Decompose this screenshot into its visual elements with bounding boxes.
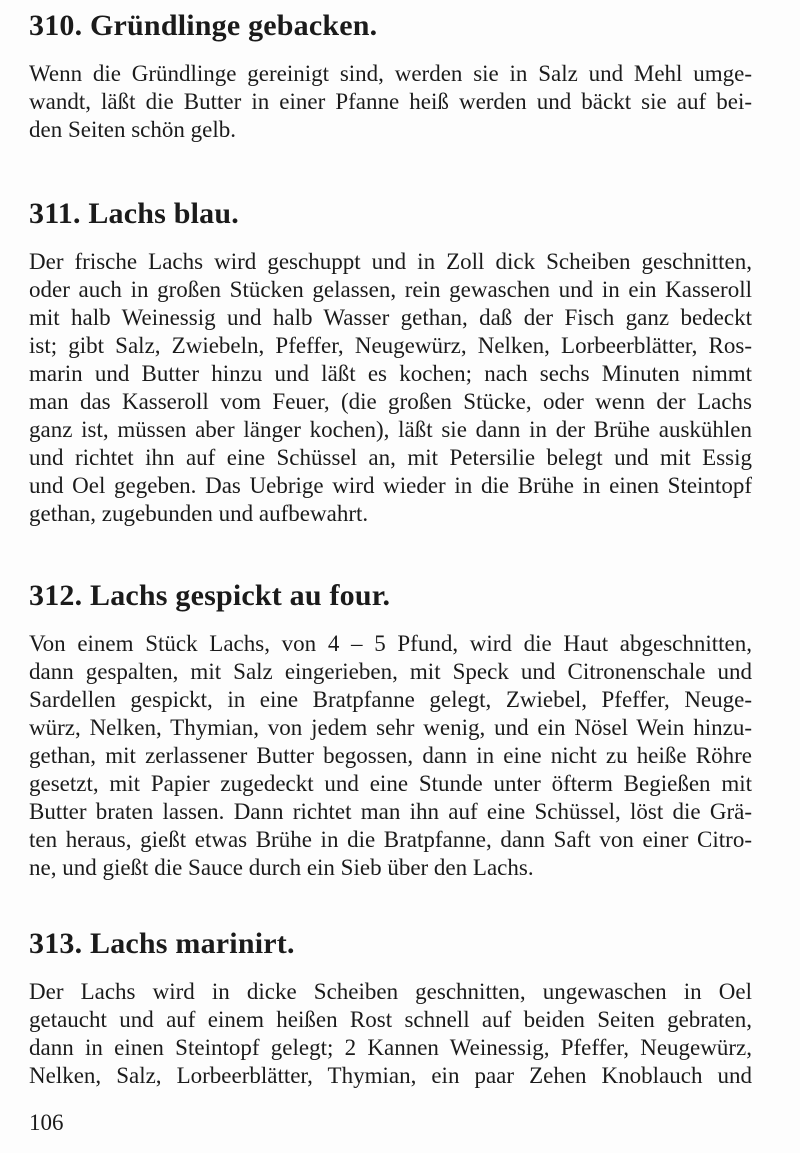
text-line: ganz ist, müssen aber länger kochen), läßt sie dann in der Brühe auskühlen <box>29 417 752 442</box>
recipe-heading: 313. Lachs marinirt. <box>29 927 295 960</box>
text-line: mit halb Weinessig und halb Wasser gethan, daß der Fisch ganz bedeckt <box>29 305 752 330</box>
text-line: den Seiten schön gelb. <box>29 117 236 142</box>
text-line: gethan, zugebunden und aufbewahrt. <box>29 501 369 526</box>
text-line: Butter braten lassen. Dann richtet man ihn auf eine Schüssel, löst die Grä- <box>29 799 752 824</box>
text-line: ist; gibt Salz, Zwiebeln, Pfeffer, Neugewürz, Nelken, Lorbeerblätter, Ros- <box>29 333 752 358</box>
recipe-paragraph <box>29 630 752 882</box>
text-line: Wenn die Gründlinge gereinigt sind, werden sie in Salz und Mehl umge- <box>29 61 752 86</box>
text-line: Sardellen gespickt, in eine Bratpfanne gelegt, Zwiebel, Pfeffer, Neuge- <box>29 687 752 712</box>
text-line: und richtet ihn auf eine Schüssel an, mit Petersilie belegt und mit Essig <box>29 445 752 470</box>
text-line: man das Kasseroll vom Feuer, (die großen Stücke, oder wenn der Lachs <box>29 389 752 414</box>
text-line: Von einem Stück Lachs, von 4 – 5 Pfund, wird die Haut abgeschnitten, <box>29 631 752 656</box>
recipe-heading: 310. Gründlinge gebacken. <box>29 9 378 42</box>
text-line: ne, und gießt die Sauce durch ein Sieb über den Lachs. <box>29 855 534 880</box>
text-line: und Oel gegeben. Das Uebrige wird wieder in die Brühe in einen Steintopf <box>29 473 752 498</box>
recipe-section-313 <box>29 928 752 1090</box>
text-line: Der Lachs wird in dicke Scheiben geschnitten, ungewaschen in Oel <box>29 979 752 1004</box>
text-line: marin und Butter hinzu und läßt es kochen; nach sechs Minuten nimmt <box>29 361 752 386</box>
text-line: dann gespalten, mit Salz eingerieben, mit Speck und Citronenschale und <box>29 659 752 684</box>
text-line: wandt, läßt die Butter in einer Pfanne heiß werden und bäckt sie auf bei- <box>29 89 752 114</box>
recipe-paragraph <box>29 248 752 528</box>
text-line: Der frische Lachs wird geschuppt und in Zoll dick Scheiben geschnitten, <box>29 249 752 274</box>
text-line: Nelken, Salz, Lorbeerblätter, Thymian, ein paar Zehen Knoblauch und <box>29 1063 752 1088</box>
recipe-section-311 <box>29 198 752 528</box>
recipe-section-310 <box>29 10 752 144</box>
text-line: oder auch in großen Stücken gelassen, rein gewaschen und in ein Kasseroll <box>29 277 752 302</box>
text-line: ten heraus, gießt etwas Brühe in die Bratpfanne, dann Saft von einer Citro- <box>29 827 752 852</box>
text-line: gesetzt, mit Papier zugedeckt und eine Stunde unter öfterm Begießen mit <box>29 771 752 796</box>
recipe-heading: 311. Lachs blau. <box>29 197 239 230</box>
recipe-paragraph <box>29 60 752 144</box>
text-line: dann in einen Steintopf gelegt; 2 Kannen Weinessig, Pfeffer, Neugewürz, <box>29 1035 752 1060</box>
text-line: gethan, mit zerlassener Butter begossen, dann in eine nicht zu heiße Röhre <box>29 743 752 768</box>
page-number: 106 <box>29 1110 64 1135</box>
text-line: getaucht und auf einem heißen Rost schnell auf beiden Seiten gebraten, <box>29 1007 752 1032</box>
recipe-heading: 312. Lachs gespickt au four. <box>29 579 391 612</box>
recipe-section-312 <box>29 580 752 882</box>
page-content <box>29 10 752 1090</box>
text-line: würz, Nelken, Thymian, von jedem sehr wenig, und ein Nösel Wein hinzu- <box>29 715 752 740</box>
recipe-paragraph <box>29 978 752 1090</box>
